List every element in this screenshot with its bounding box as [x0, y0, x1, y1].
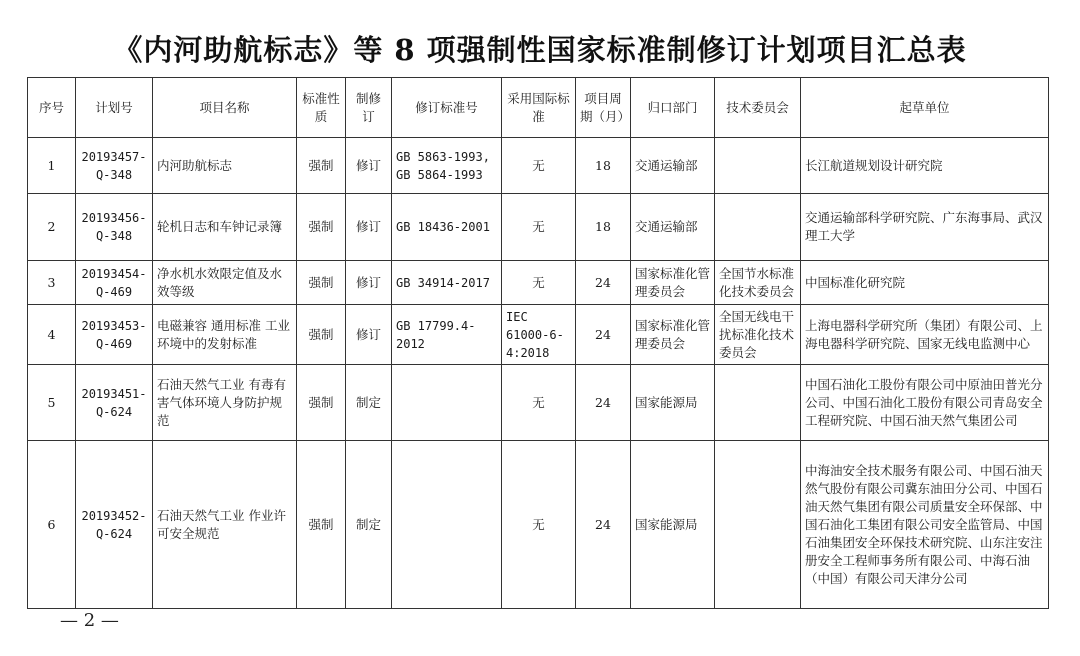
- row-dept: 国家标准化管理委员会: [631, 261, 715, 305]
- header-period: 项目周期（月）: [576, 78, 631, 138]
- table-row: [28, 261, 1049, 305]
- header-drafter: 起草单位: [801, 78, 1049, 138]
- row-committee: [715, 194, 801, 261]
- row-dept: 国家能源局: [631, 441, 715, 609]
- header-revision-type: 制修订: [346, 78, 392, 138]
- row-std-nature: 强制: [297, 441, 346, 609]
- standards-table: [27, 77, 1049, 609]
- row-plan-no: 20193451-Q-624: [76, 365, 153, 441]
- header-dept: 归口部门: [631, 78, 715, 138]
- row-project-name: 电磁兼容 通用标准 工业环境中的发射标准: [153, 305, 297, 365]
- row-revision-type: 修订: [346, 305, 392, 365]
- row-drafter: 长江航道规划设计研究院: [801, 138, 1049, 194]
- row-revised-std: GB 17799.4-2012: [392, 305, 502, 365]
- row-committee: [715, 365, 801, 441]
- row-project-name: 净水机水效限定值及水效等级: [153, 261, 297, 305]
- row-period: 24: [576, 261, 631, 305]
- row-revised-std: [392, 441, 502, 609]
- header-seq: 序号: [28, 78, 76, 138]
- table-header-row: [28, 78, 1049, 138]
- page-number: — 2 —: [60, 610, 119, 631]
- row-plan-no: 20193452-Q-624: [76, 441, 153, 609]
- row-seq: 5: [28, 365, 76, 441]
- row-revised-std: GB 34914-2017: [392, 261, 502, 305]
- table-row: [28, 441, 1049, 609]
- row-revision-type: 修订: [346, 194, 392, 261]
- row-dept: 交通运输部: [631, 138, 715, 194]
- row-intl-std: 无: [502, 365, 576, 441]
- row-intl-std: IEC 61000-6-4:2018: [502, 305, 576, 365]
- row-revision-type: 制定: [346, 365, 392, 441]
- row-dept: 交通运输部: [631, 194, 715, 261]
- header-intl-std: 采用国际标准: [502, 78, 576, 138]
- header-revised-std: 修订标准号: [392, 78, 502, 138]
- header-plan-no: 计划号: [76, 78, 153, 138]
- table-row: [28, 138, 1049, 194]
- row-period: 24: [576, 441, 631, 609]
- row-std-nature: 强制: [297, 261, 346, 305]
- header-committee: 技术委员会: [715, 78, 801, 138]
- row-intl-std: 无: [502, 194, 576, 261]
- row-dept: 国家标准化管理委员会: [631, 305, 715, 365]
- row-committee: 全国无线电干扰标准化技术委员会: [715, 305, 801, 365]
- row-committee: [715, 441, 801, 609]
- row-revised-std: GB 18436-2001: [392, 194, 502, 261]
- header-std-nature: 标准性质: [297, 78, 346, 138]
- row-std-nature: 强制: [297, 305, 346, 365]
- row-plan-no: 20193456-Q-348: [76, 194, 153, 261]
- page-title: 《内河助航标志》等 8 项强制性国家标准制修订计划项目汇总表: [113, 33, 967, 67]
- row-plan-no: 20193457-Q-348: [76, 138, 153, 194]
- row-period: 24: [576, 365, 631, 441]
- row-std-nature: 强制: [297, 138, 346, 194]
- row-seq: 3: [28, 261, 76, 305]
- row-drafter: 上海电器科学研究所（集团）有限公司、上海电器科学研究院、国家无线电监测中心: [801, 305, 1049, 365]
- row-revision-type: 修订: [346, 261, 392, 305]
- row-project-name: 轮机日志和车钟记录簿: [153, 194, 297, 261]
- row-drafter: 中海油安全技术服务有限公司、中国石油天然气股份有限公司冀东油田分公司、中国石油天然气集团有限公司质量安全环保部、中国石油化工集团有限公司安全监管局、中国石油集团安全环保技术研究院、山东注安注册安全工程师事务所有限公司、中海石油（中国）有限公司天津分公司: [801, 441, 1049, 609]
- row-period: 18: [576, 194, 631, 261]
- row-seq: 2: [28, 194, 76, 261]
- row-period: 24: [576, 305, 631, 365]
- row-project-name: 石油天然气工业 作业许可安全规范: [153, 441, 297, 609]
- row-committee: 全国节水标准化技术委员会: [715, 261, 801, 305]
- table-row: [28, 194, 1049, 261]
- row-intl-std: 无: [502, 261, 576, 305]
- row-drafter: 中国石油化工股份有限公司中原油田普光分公司、中国石油化工股份有限公司青岛安全工程研究院、中国石油天然气集团公司: [801, 365, 1049, 441]
- row-dept: 国家能源局: [631, 365, 715, 441]
- row-revised-std: [392, 365, 502, 441]
- row-std-nature: 强制: [297, 365, 346, 441]
- row-std-nature: 强制: [297, 194, 346, 261]
- table-row: [28, 305, 1049, 365]
- header-project-name: 项目名称: [153, 78, 297, 138]
- row-committee: [715, 138, 801, 194]
- row-drafter: 交通运输部科学研究院、广东海事局、武汉理工大学: [801, 194, 1049, 261]
- row-intl-std: 无: [502, 441, 576, 609]
- row-revision-type: 制定: [346, 441, 392, 609]
- row-seq: 4: [28, 305, 76, 365]
- row-drafter: 中国标准化研究院: [801, 261, 1049, 305]
- row-period: 18: [576, 138, 631, 194]
- row-plan-no: 20193454-Q-469: [76, 261, 153, 305]
- table-row: [28, 365, 1049, 441]
- row-revision-type: 修订: [346, 138, 392, 194]
- row-revised-std: GB 5863-1993, GB 5864-1993: [392, 138, 502, 194]
- row-seq: 6: [28, 441, 76, 609]
- row-seq: 1: [28, 138, 76, 194]
- row-project-name: 内河助航标志: [153, 138, 297, 194]
- row-project-name: 石油天然气工业 有毒有害气体环境人身防护规范: [153, 365, 297, 441]
- row-intl-std: 无: [502, 138, 576, 194]
- row-plan-no: 20193453-Q-469: [76, 305, 153, 365]
